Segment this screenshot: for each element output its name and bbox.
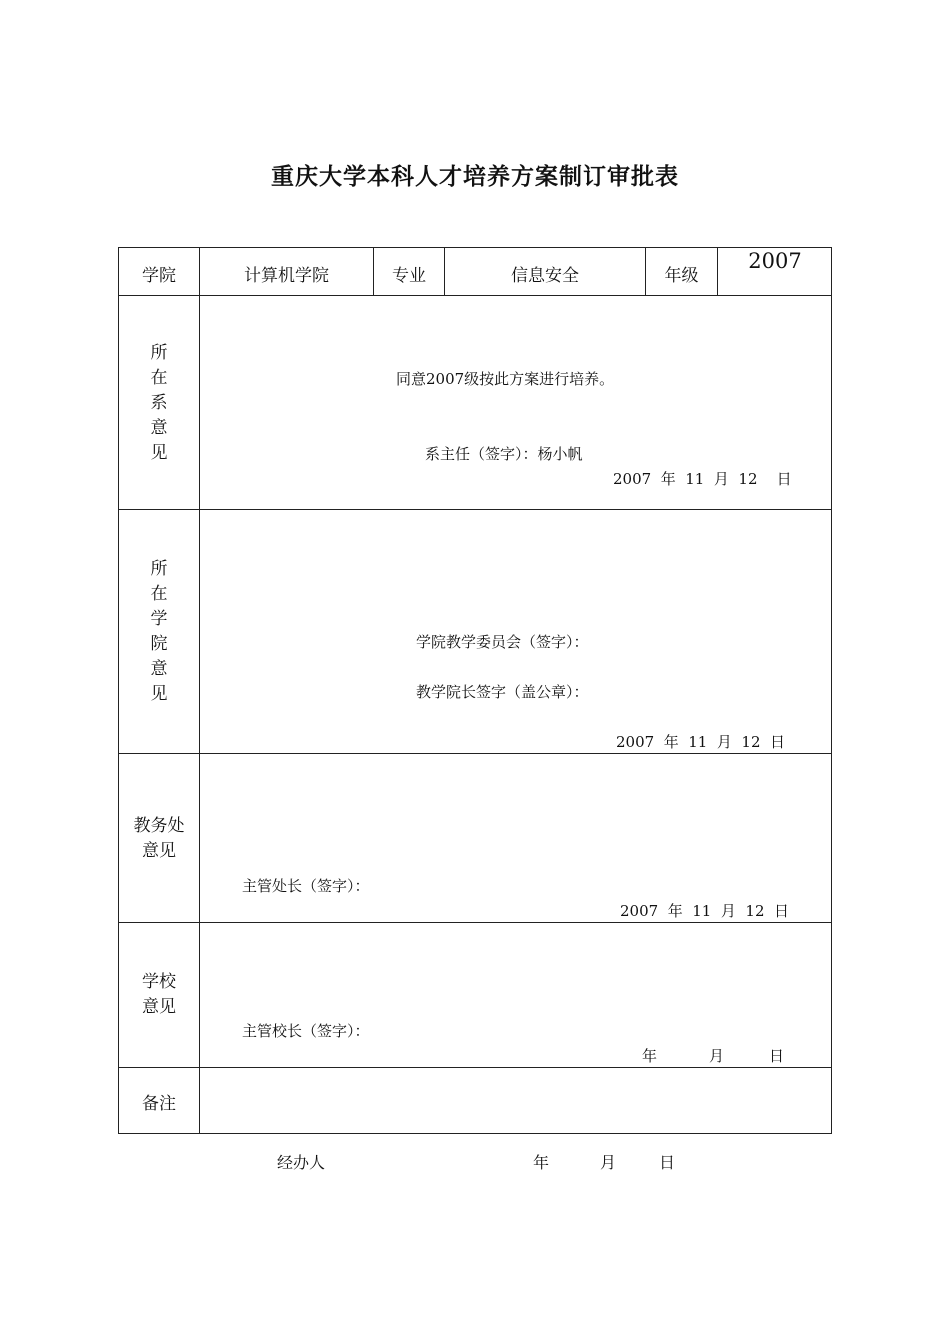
label-line: 意见 (142, 997, 176, 1017)
row-divider (119, 509, 831, 510)
label-char: 见 (150, 684, 168, 704)
college-label: 学院 (142, 266, 176, 286)
remarks-label: 备注 (142, 1094, 176, 1114)
college-committee-signature: 学院教学委员会（签字）： (416, 633, 589, 651)
label-char: 学 (150, 609, 168, 629)
dept-opinion-label (119, 341, 199, 466)
label-line: 意见 (142, 841, 176, 861)
footer-month: 月 (600, 1153, 617, 1172)
college-opinion-label (119, 557, 199, 707)
college-date: 2007 年 11 月 12 日 (616, 733, 786, 751)
school-date-month: 月 (709, 1047, 725, 1065)
footer-day: 日 (659, 1153, 676, 1172)
footer-year: 年 (533, 1153, 550, 1172)
school-president-signature: 主管校长（签字）： (242, 1022, 370, 1040)
dept-opinion-text: 同意2007级按此方案进行培养。 (396, 370, 615, 388)
major-value: 信息安全 (511, 266, 579, 286)
label-char: 意 (150, 659, 168, 679)
grade-value: 2007 (748, 249, 802, 273)
approval-form-table (118, 247, 832, 1134)
label-char: 院 (150, 634, 168, 654)
column-divider (199, 248, 200, 1133)
school-date-day: 日 (769, 1047, 785, 1065)
label-char: 在 (150, 368, 168, 388)
handler-label: 经办人 (277, 1153, 326, 1172)
label-line: 学校 (142, 972, 176, 992)
label-char: 所 (150, 559, 168, 579)
college-dean-signature: 教学院长签字（盖公章）： (416, 683, 589, 701)
dept-head-signature: 系主任（签字）：杨小帆 (425, 445, 583, 463)
school-opinion-label (119, 970, 199, 1020)
label-line: 教务处 (133, 816, 185, 836)
college-value: 计算机学院 (244, 266, 329, 286)
page-title: 重庆大学本科人才培养方案制订审批表 (271, 164, 679, 190)
school-date-year: 年 (642, 1047, 658, 1065)
row-divider (119, 922, 831, 923)
label-char: 见 (150, 443, 168, 463)
academic-date: 2007 年 11 月 12 日 (620, 902, 790, 920)
remarks-field[interactable] (200, 1068, 831, 1132)
grade-label: 年级 (664, 266, 699, 286)
label-char: 意 (150, 418, 168, 438)
row-divider (119, 753, 831, 754)
label-char: 在 (150, 584, 168, 604)
label-char: 系 (150, 393, 168, 413)
major-label: 专业 (392, 266, 426, 286)
dept-date: 2007 年 11 月 12 日 (613, 470, 792, 488)
academic-affairs-label (119, 814, 199, 864)
academic-director-signature: 主管处长（签字）： (242, 877, 370, 895)
row-divider (119, 295, 831, 296)
label-char: 所 (150, 343, 168, 363)
